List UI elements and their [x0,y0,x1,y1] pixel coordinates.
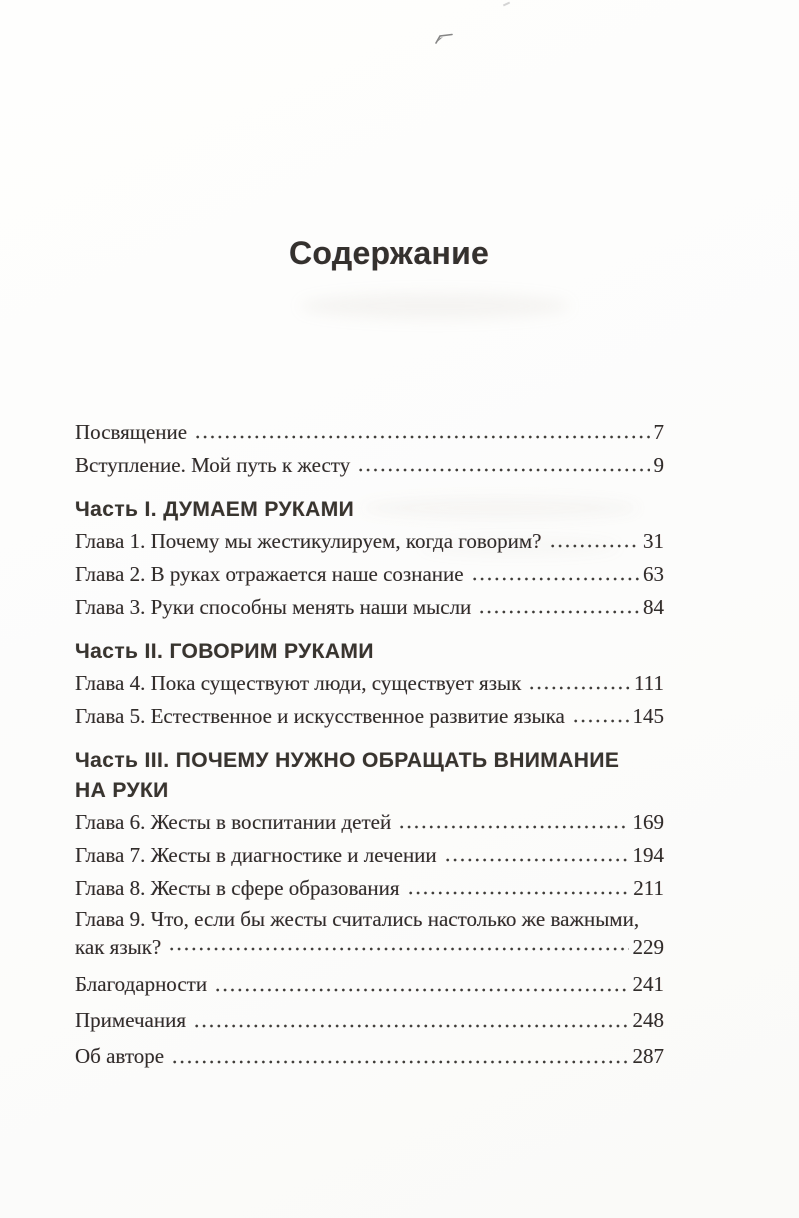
entry-label: Глава 3. Руки способны менять наши мысли [75,595,472,619]
dot-leader [477,591,639,624]
entry-label: Глава 8. Жесты в сфере образования [75,876,400,900]
dot-leader [571,700,629,733]
scan-artifact-mark [433,31,455,47]
dot-leader [192,1002,628,1038]
page-number: 9 [653,453,664,477]
toc-part-header [75,746,664,806]
part-label: Часть I. ДУМАЕМ РУКАМИ [75,498,355,521]
dot-leader [167,933,628,961]
toc-part-header [75,495,664,525]
page-number: 248 [632,1008,664,1032]
entry-label: Примечания [75,1008,187,1032]
entry-label: Об авторе [75,1044,165,1068]
toc-entry [75,872,664,905]
page-number: 287 [632,1044,664,1068]
page-number: 7 [653,420,664,444]
page-number: 241 [632,972,664,996]
table-of-contents [75,416,664,1074]
dot-leader [193,416,649,449]
bleed-through-smudge [300,293,570,319]
toc-entry [75,558,664,591]
entry-label: Вступление. Мой путь к жесту [75,453,351,477]
dot-leader [406,872,630,905]
dot-leader [470,558,639,591]
page-number: 111 [634,671,664,695]
part-label: Часть II. ГОВОРИМ РУКАМИ [75,640,374,663]
toc-entry [75,667,664,700]
dot-leader [213,966,628,1002]
part-label-cont: НА РУКИ [75,779,169,802]
scan-fleck [503,2,510,7]
toc-entry [75,591,664,624]
entry-label: Глава 4. Пока существуют люди, существует язык [75,671,522,695]
page-number: 84 [643,595,664,619]
dot-leader [170,1038,628,1074]
toc-entry [75,1002,664,1038]
toc-entry [75,525,664,558]
dot-leader [548,525,639,558]
entry-label: Глава 6. Жесты в воспитании детей [75,810,392,834]
dot-leader [527,667,630,700]
page-title: Содержание [289,235,490,271]
page-number: 194 [632,843,664,867]
toc-entry [75,700,664,733]
page-number: 63 [643,562,664,586]
dot-leader [397,806,628,839]
toc-entry [75,905,664,933]
page-number: 31 [643,529,664,553]
page-number: 211 [633,876,664,900]
toc-entry [75,416,664,449]
entry-label: Глава 2. В руках отражается наше сознание [75,562,464,586]
toc-entry [75,933,664,961]
entry-label: Глава 9. Что, если бы жесты считались настолько же важными, [75,907,640,931]
page-number: 145 [632,704,664,728]
entry-label: Благодарности [75,972,208,996]
dot-leader [443,839,629,872]
dot-leader [356,449,649,482]
entry-label: Глава 5. Естественное и искусственное развитие языка [75,704,565,728]
toc-part-header [75,637,664,667]
toc-entry [75,966,664,1002]
toc-entry [75,449,664,482]
part-label: Часть III. ПОЧЕМУ НУЖНО ОБРАЩАТЬ ВНИМАНИЕ [75,749,620,772]
entry-label-cont: как язык? [75,935,162,959]
entry-label: Глава 1. Почему мы жестикулируем, когда говорим? [75,529,542,553]
entry-label: Глава 7. Жесты в диагностике и лечении [75,843,437,867]
toc-entry [75,839,664,872]
toc-entry [75,1038,664,1074]
page-number: 229 [632,935,664,959]
toc-entry [75,806,664,839]
entry-label: Посвящение [75,420,188,444]
page-number: 169 [632,810,664,834]
